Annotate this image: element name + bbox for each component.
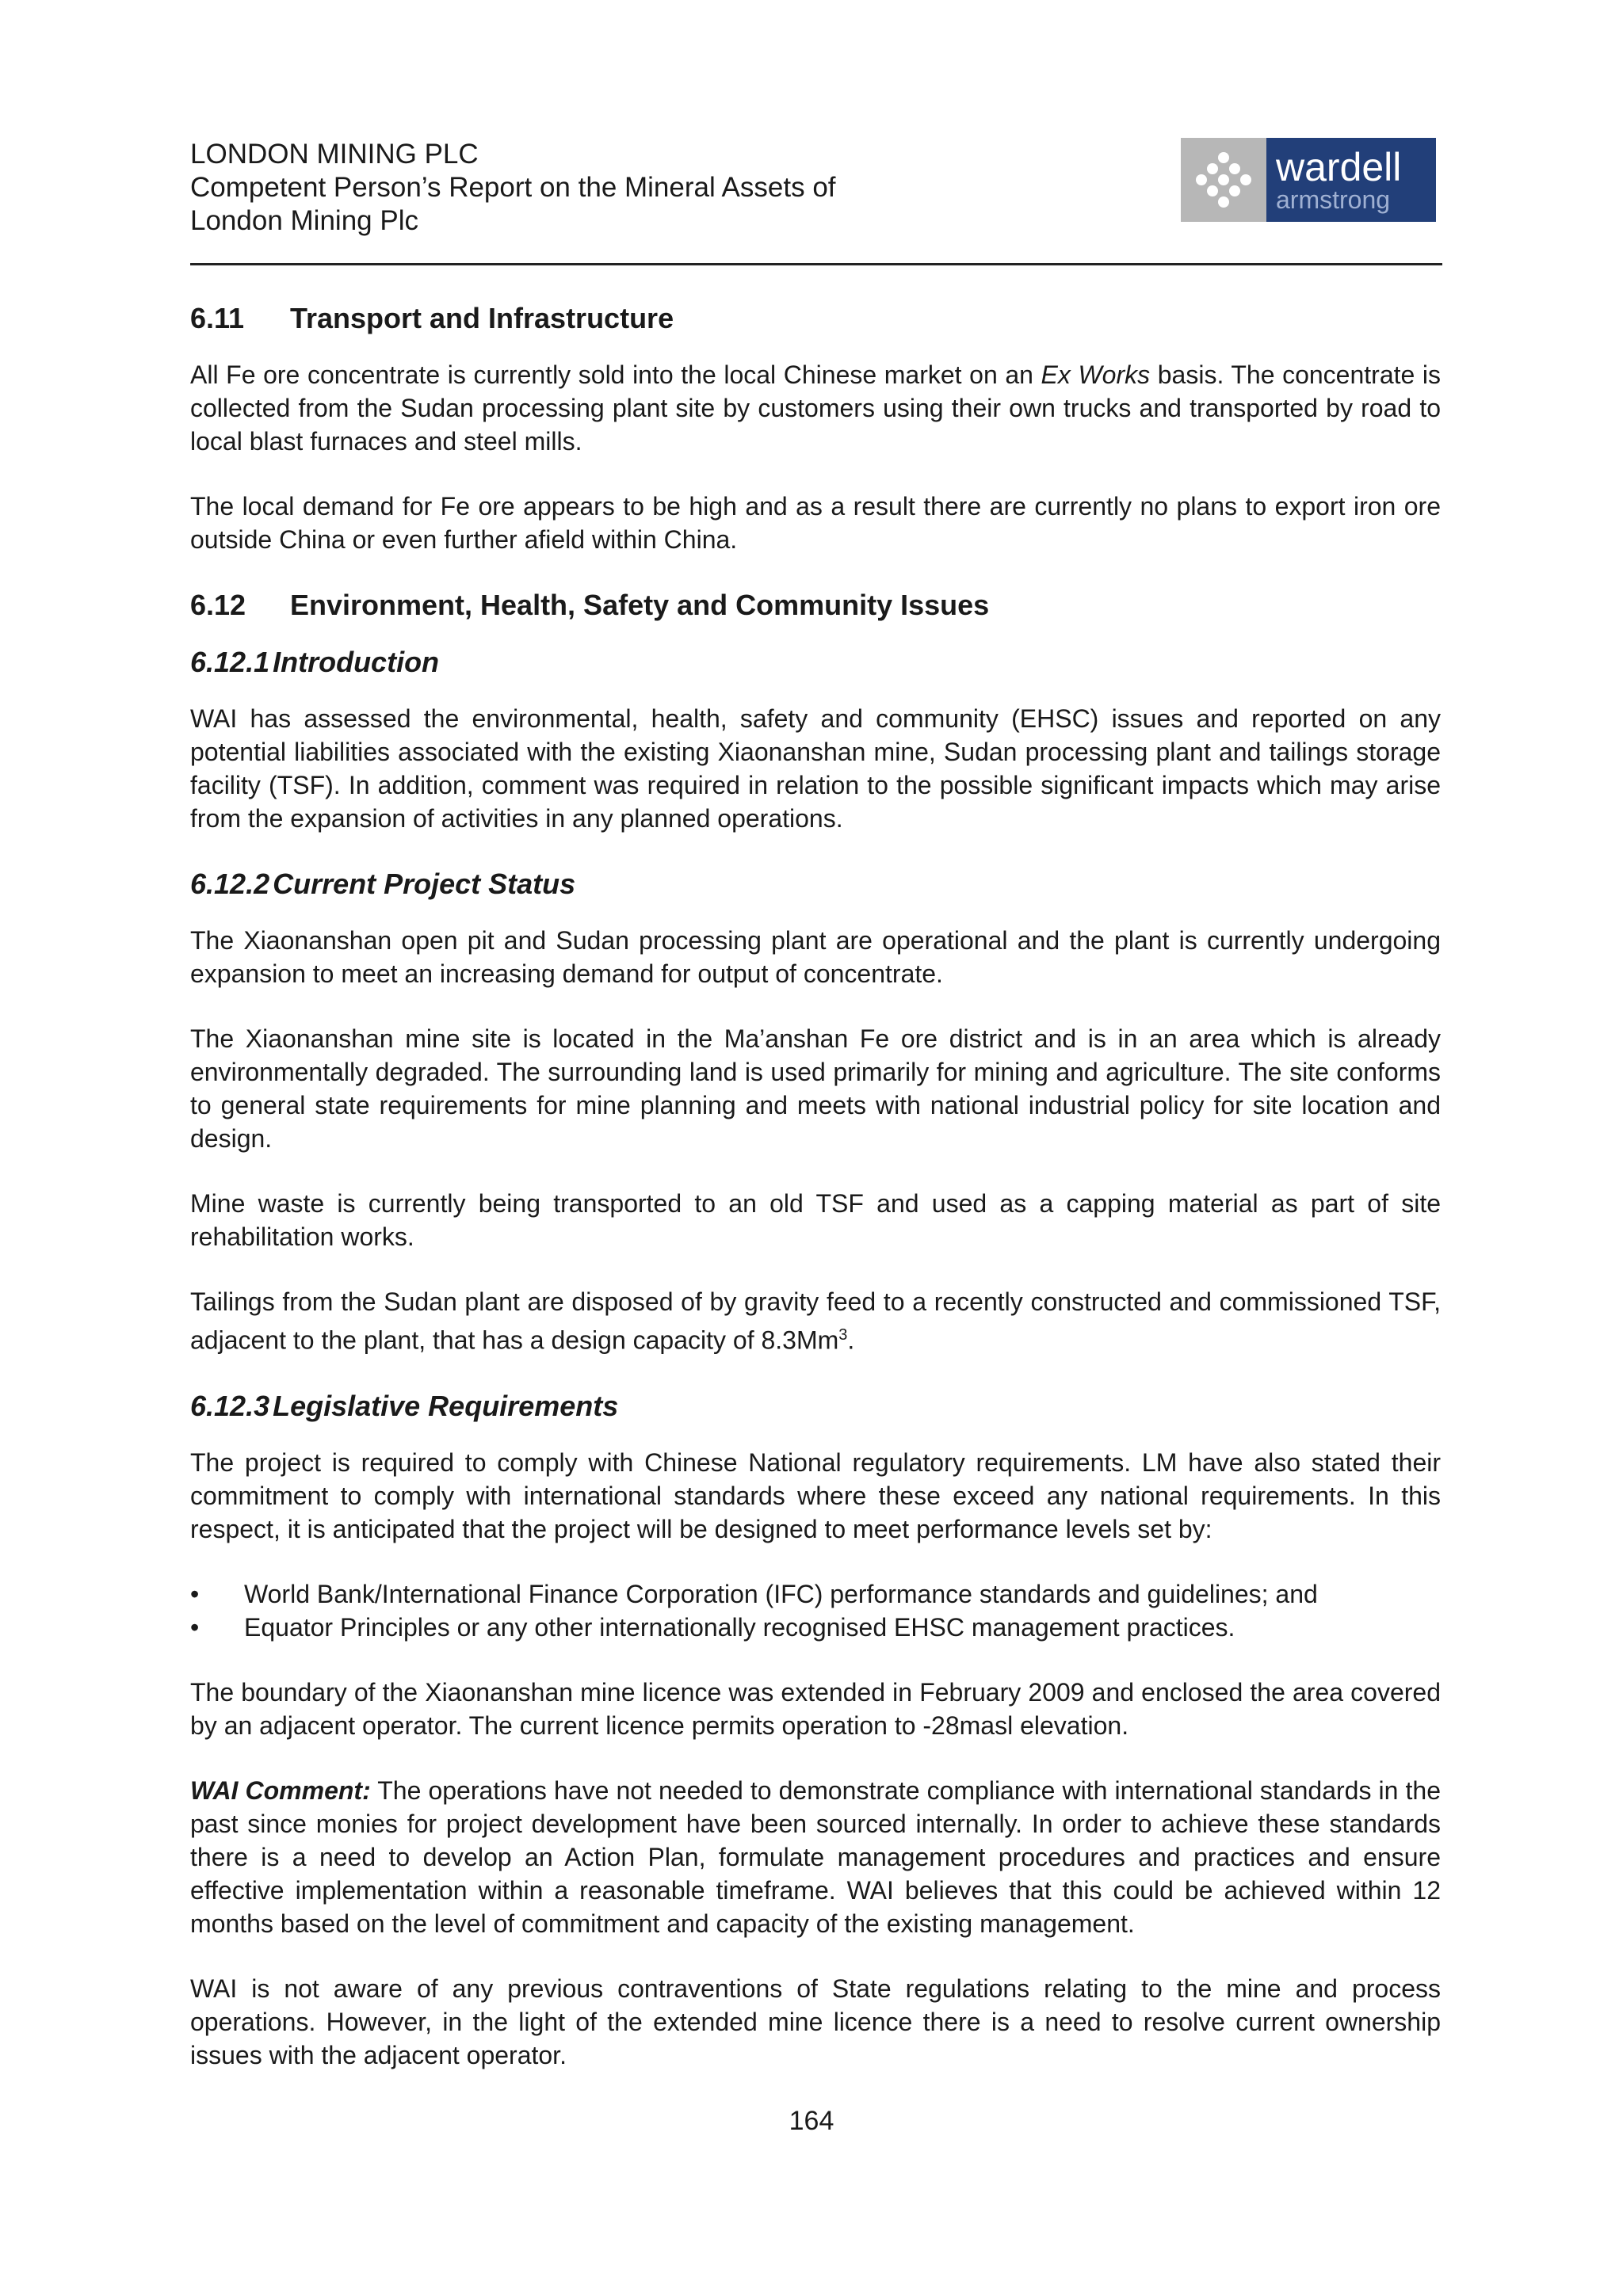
page-body xyxy=(190,301,1441,2103)
heading-6-12-2 xyxy=(190,867,1441,902)
text-run-italic: Ex Works xyxy=(1041,360,1151,389)
heading-6-11 xyxy=(190,301,1441,336)
heading-number: 6.12.1 xyxy=(190,646,270,678)
paragraph: The Xiaonanshan open pit and Sudan processing plant are operational and the plant is currently undergoing expansion to meet an increasing demand for output of concentrate. xyxy=(190,926,1441,988)
text-run: The operations have not needed to demonstrate compliance with international standards in the past since monies for project development have been sourced internally. In order to achieve these standards there is a need to develop an Action Plan, formulate management procedures and practices and ensure effective implementation within a reasonable timeframe. WAI believes that this could be achieved within 12 months based on the level of commitment and capacity of the existing management. xyxy=(190,1775,1441,1938)
heading-6-12-1 xyxy=(190,645,1441,680)
logo-wordmark xyxy=(1266,138,1436,222)
header-report-subject: London Mining Plc xyxy=(190,205,418,236)
heading-title: Environment, Health, Safety and Community Issues xyxy=(290,589,990,621)
heading-6-12 xyxy=(190,588,1441,623)
paragraph: The boundary of the Xiaonanshan mine licence was extended in February 2009 and enclosed the area covered by an adjacent operator. The current licence permits operation to -28masl elevation. xyxy=(190,1677,1441,1740)
bullet-list xyxy=(190,1577,1441,1644)
paragraph: WAI is not aware of any previous contraventions of State regulations relating to the mine and process operations. However, in the light of the extended mine licence there is a need to resolve current ownership issues with the adjacent operator. xyxy=(190,1974,1441,2069)
text-run: . xyxy=(847,1325,855,1355)
header-text xyxy=(190,138,836,238)
paragraph: The project is required to comply with Chinese National regulatory requirements. LM have also stated their commitment to comply with international standards where these exceed any national requirements. In this respect, it is anticipated that the project will be designed to meet performance levels set by: xyxy=(190,1447,1441,1543)
header-company: LONDON MINING PLC xyxy=(190,139,479,170)
logo-word-wardell: wardell xyxy=(1276,145,1402,189)
heading-title: Current Project Status xyxy=(273,868,576,900)
logo-word-armstrong: armstrong xyxy=(1276,185,1391,214)
superscript: 3 xyxy=(838,1326,848,1344)
paragraph xyxy=(190,1285,1441,1357)
wai-comment-label: WAI Comment: xyxy=(190,1775,371,1805)
list-item xyxy=(190,1577,1441,1611)
header-report-title: Competent Person’s Report on the Mineral Assets of xyxy=(190,172,836,203)
bullet-icon: • xyxy=(190,1579,200,1608)
heading-6-12-3 xyxy=(190,1389,1441,1424)
paragraph xyxy=(190,358,1441,458)
bullet-icon: • xyxy=(190,1612,200,1642)
heading-number: 6.12 xyxy=(190,589,246,621)
paragraph: Mine waste is currently being transported to an old TSF and used as a capping material as part of site rehabilitation works. xyxy=(190,1189,1441,1251)
paragraph xyxy=(190,1774,1441,1940)
heading-number: 6.12.3 xyxy=(190,1389,270,1422)
page-header xyxy=(190,138,1442,265)
heading-number: 6.12.2 xyxy=(190,868,270,900)
heading-number: 6.11 xyxy=(190,302,245,334)
text-run: basis. The concentrate is collected from the Sudan processing plant site by customers using their own trucks and transported by road to local blast furnaces and steel mills. xyxy=(190,360,1442,456)
header-divider xyxy=(190,263,1442,265)
heading-title: Transport and Infrastructure xyxy=(290,302,674,334)
page-number: 164 xyxy=(789,2106,834,2136)
list-item xyxy=(190,1611,1441,1644)
heading-title: Introduction xyxy=(273,646,440,678)
text-run: Tailings from the Sudan plant are disposed of by gravity feed to a recently constructed and commissioned TSF, adjacent to the plant, that has a design capacity of 8.3Mm xyxy=(190,1287,1441,1355)
heading-title: Legislative Requirements xyxy=(273,1389,619,1422)
list-item-text: World Bank/International Finance Corporation (IFC) performance standards and guidelines; and xyxy=(244,1579,1318,1608)
logo-emblem-icon xyxy=(1181,138,1266,222)
list-item-text: Equator Principles or any other internationally recognised EHSC management practices. xyxy=(244,1612,1235,1642)
paragraph: The local demand for Fe ore appears to be high and as a result there are currently no plans to export iron ore outside China or even further afield within China. xyxy=(190,492,1441,554)
text-run: All Fe ore concentrate is currently sold into the local Chinese market on an xyxy=(190,360,1041,389)
paragraph: The Xiaonanshan mine site is located in the Ma’anshan Fe ore district and is in an area which is already environmentally degraded. The surrounding land is used primarily for mining and agriculture. The site conforms to general state requirements for mine planning and meets with national industrial policy for site location and design. xyxy=(190,1024,1441,1153)
paragraph: WAI has assessed the environmental, health, safety and community (EHSC) issues and reported on any potential liabilities associated with the existing Xiaonanshan mine, Sudan processing plant and tailings storage facility (TSF). In addition, comment was required in relation to the possible significant impacts which may arise from the expansion of activities in any planned operations. xyxy=(190,704,1441,833)
wardell-armstrong-logo xyxy=(1181,138,1436,222)
